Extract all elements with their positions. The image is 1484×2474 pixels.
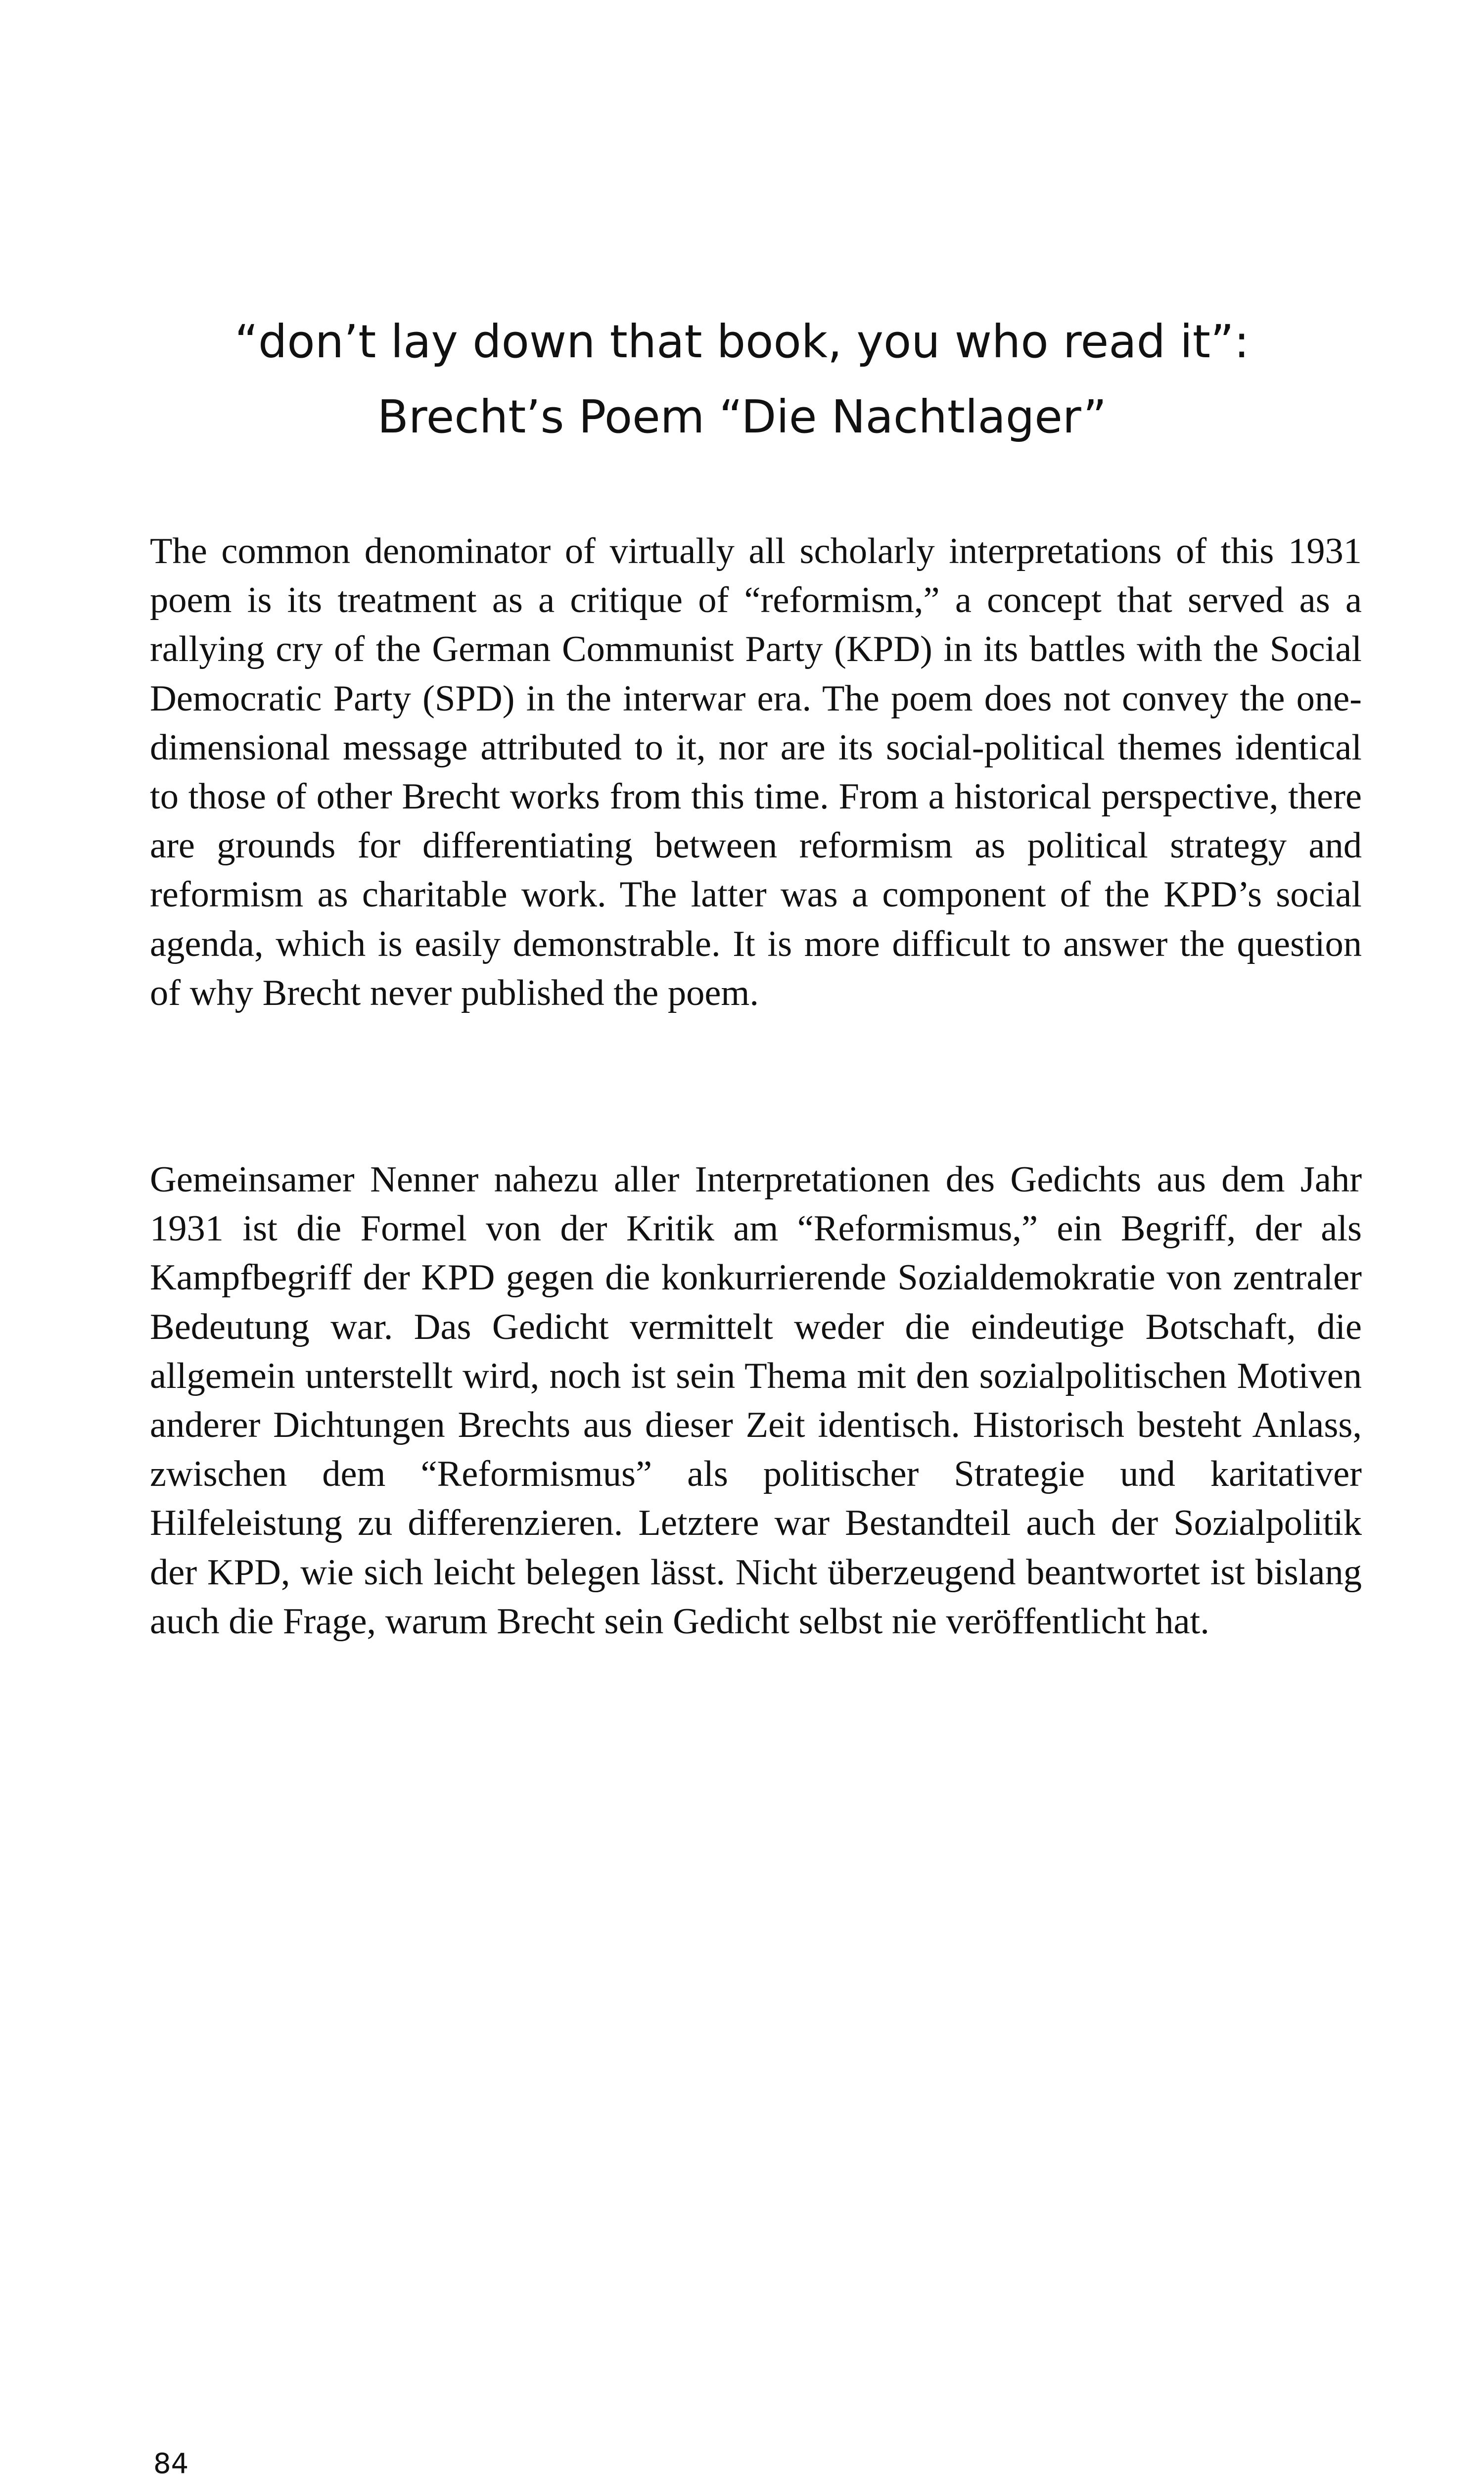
- abstract-german: Gemeinsamer Nenner nahezu aller Interpretationen des Gedichts aus dem Jahr 1931 ist die Formel von der Kritik am “Reformismus,” ein Begriff, der als Kampfbegriff der KPD gegen die konkurrierende Sozialdemokratie von zentraler Bedeutung war. Das Gedicht vermittelt weder die eindeutige Botschaft, die allgemein unterstellt wird, noch ist sein Thema mit den sozialpolitischen Motiven anderer Dichtungen Brechts aus dieser Zeit identisch. Historisch besteht Anlass, zwischen dem “Reformismus” als politischer Strategie und karitativer Hilfeleistung zu differenzieren. Letztere war Bestandteil auch der Sozialpolitik der KPD, wie sich leicht belegen lässt. Nicht überzeugend beantwortet ist bislang auch die Frage, warum Brecht sein Gedicht selbst nie veröffentlicht hat.: [150, 1159, 1362, 1642]
- chapter-title-line-2: Brecht’s Poem “Die Nachtlager”: [377, 390, 1107, 443]
- chapter-title: [148, 304, 1336, 455]
- abstract-english: The common denominator of virtually all scholarly interpretations of this 1931 poem is its treatment as a critique of “reformism,” a concept that served as a rallying cry of the German Communist Party (KPD) in its battles with the Social Democratic Party (SPD) in the interwar era. The poem does not convey the one-dimensional message attributed to it, nor are its social-political themes identical to those of other Brecht works from this time. From a historical perspective, there are grounds for differentiating between reformism as political strategy and reformism as charitable work. The latter was a component of the KPD’s social agenda, which is easily demonstrable. It is more difficult to answer the question of why Brecht never published the poem.: [150, 531, 1362, 1013]
- chapter-title-line-1: “don’t lay down that book, you who read it”:: [234, 315, 1250, 368]
- page-number: 84: [153, 2448, 189, 2474]
